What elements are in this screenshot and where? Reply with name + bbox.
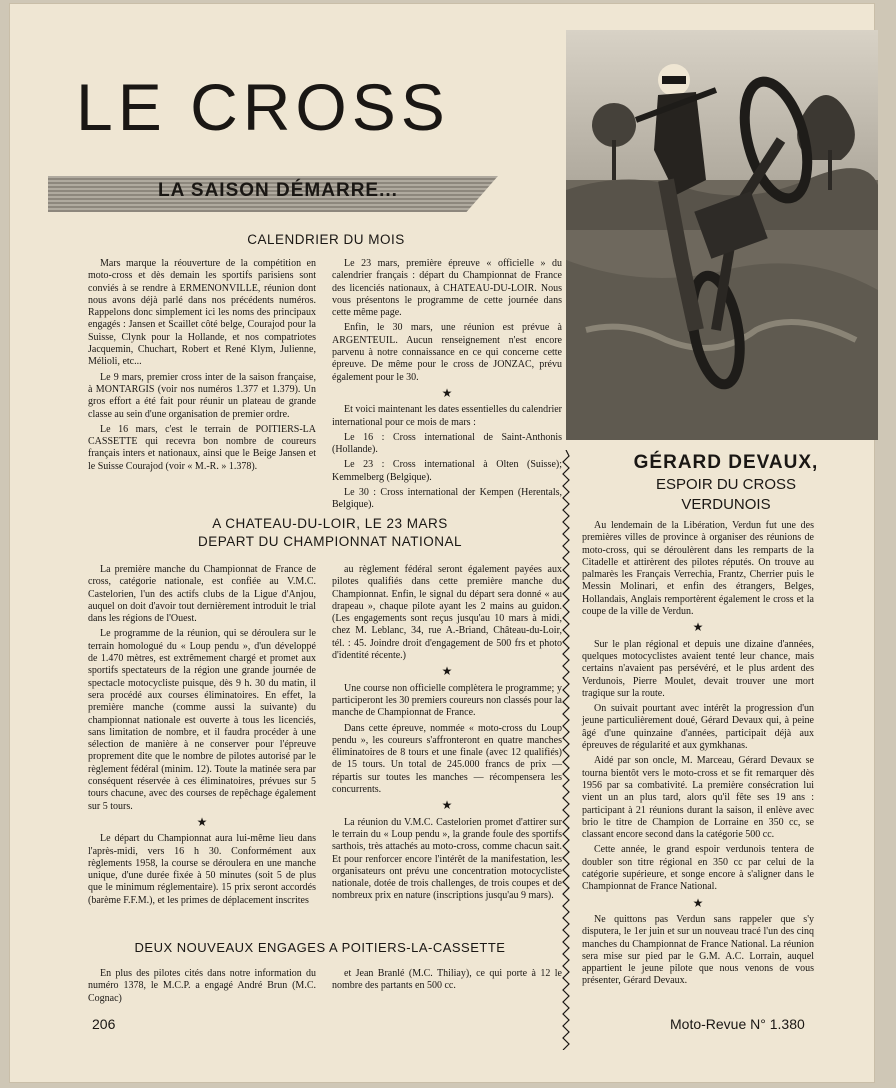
section-heading-poitiers: DEUX NOUVEAUX ENGAGES A POITIERS-LA-CASSETTE [134, 940, 506, 955]
paragraph: Le 16 mars, c'est le terrain de POITIERS-LA CASSETTE qui recevra bon nombre de coureurs français inters et nationaux, ainsi que le Beige Jansen et le Suisse Courajod (voir « M.-R. » 1.378). [88, 423, 316, 472]
paragraph: Aidé par son oncle, M. Marceau, Gérard Devaux se tourna bientôt vers le moto-cross et se fit remarquer dès 1956 par sa combativité. La première consécration lui vient un an plus tard, alors qu'il fête ses 19 ans : participant à 21 réunions durant la saison, il enlève avec brio le titre de Champion de Lorraine en 350 cc, se classant encore second dans la catégorie 500 cc. [582, 755, 814, 841]
paragraph: au règlement fédéral seront également payées aux pilotes qualifiés dans cette première manche du Championnat. Enfin, le signal du départ sera donné « au drapeau », chaque pilote ayant les 2 mains au guidon. (Les engagements sont reçus jusqu'au 10 mars à midi, chez M. Leblanc, 34, rue A.-Briand, Château-du-Loir, tél. : 45. Joindre droit d'engagement de 500 frs et photo d'identité récente.) [332, 564, 562, 662]
star-separator: ★ [692, 620, 704, 635]
chateau-column-2 [332, 564, 562, 906]
section-heading-chateau-line2: DEPART DU CHAMPIONNAT NATIONAL [197, 534, 463, 549]
paragraph: Le 23 mars, première épreuve « officielle » du calendrier français : départ du Championnat de France des licenciés nationaux, à CHATEAU-DU-LOIR. Nous vous présentons le programme de cette journée dans cette même page. [332, 258, 562, 319]
paragraph: Le programme de la réunion, qui se déroulera sur le terrain homologué du « Loup pendu », d'un développé de 1.470 mètres, est extrêmement chargé et promet aux sportifs spectateurs de la région une grande journée de spectacle motocycliste puisque, dès 9 h. 30 du matin, il sera procédé aux courses éliminatoires. En effet, la première manche (comme aussi la suivante) du championnat nationale est ouverte à tous les licenciés, sans limitation de nombre, et il faudra procéder à une sélection de manière à ne conserver pour l'épreuve proprement dite que le nombre de pilotes autorisé par le règlement fédéral (minim. 12). Toute la matinée sera par conséquent réservée à ces éliminatoires, prévues sur 5 tours chacune, avec des courses de repêchage également sur 5 tours. [88, 628, 316, 812]
magazine-page [10, 4, 874, 1082]
paragraph: Le 30 : Cross international der Kempen (Herentals, Belgique). [332, 487, 562, 511]
paragraph: La première manche du Championnat de France de cross, catégorie nationale, est confiée au V.M.C. Castelorien, l'un des actifs clubs de la Ligue d'Anjou, auquel on doit d'avoir tout dernièrement introduit le trial dans les régions de l'Ouest. [88, 564, 316, 625]
paragraph: La réunion du V.M.C. Castelorien promet d'attirer sur le terrain du « Loup pendu », la grande foule des sportifs sarthois, très attachés au moto-cross, comme chacun sait. Et pour renforcer encore l'intérêt de la manifestation, les organisateurs ont prévu une concentration motocycliste nationale, dotée de trois challenges, de trois coupes et de nombreux prix en nature (inscriptions jusqu'au 9 mars). [332, 816, 562, 902]
sidebar-title: GÉRARD DEVAUX, [633, 452, 819, 473]
section-heading-calendar: CALENDRIER DU MOIS [247, 232, 405, 247]
paragraph: Cette année, le grand espoir verdunois tentera de doubler son titre régional en 350 cc par celui de la catégorie supérieure, et songe encore à s'aligner dans le Championnat de France National. [582, 844, 814, 893]
star-separator: ★ [441, 798, 453, 813]
paragraph: Sur le plan régional et depuis une dizaine d'années, quelques motocyclistes avaient tenté leur chance, mais certains n'avaient pas persévéré, et le plus ardent des Verdunois, Pierre Moulet, devait trouver une mort tragique sur la route. [582, 638, 814, 699]
star-separator: ★ [692, 895, 704, 910]
paragraph: On suivait pourtant avec intérêt la progression d'un jeune particulièrement doué, Gérard Devaux qui, à peine âgé d'une quinzaine d'années, participait déjà aux épreuves de régularité et aux gymkhanas. [582, 703, 814, 752]
poitiers-column-2 [332, 968, 562, 996]
paragraph: Et voici maintenant les dates essentielles du calendrier international pour ce mois de mars : [332, 404, 562, 428]
sidebar-subtitle-line2: VERDUNOIS [681, 496, 771, 513]
paragraph: Enfin, le 30 mars, une réunion est prévue à ARGENTEUIL. Aucun renseignement n'est encore parvenu à notre connaissance en ce qui concerne cette épreuve. De même pour le cross de JONZAC, prévu également pour le 30. [332, 322, 562, 383]
sidebar-subtitle-line1: ESPOIR DU CROSS [655, 476, 797, 493]
paragraph: Une course non officielle complètera le programme; y participeront les 30 premiers coureurs non classés pour la manche de Championnat de France. [332, 682, 562, 719]
paragraph: Mars marque la réouverture de la compétition en moto-cross et dès demain les sportifs parisiens sont conviés à se rendre à ERMENONVILLE, réunion dont nous avons déjà parlé dans nos précédents numéros. Rappelons donc simplement ici les noms des principaux engagés : Jansen et Scaillet côté belge, Courajod pour la Suisse, Clynk pour la Hollande, et nos compatriotes Jacquemin, Chuchart, Robert et René Klym, Julienne, Mélioli, etc... [88, 258, 316, 368]
star-separator: ★ [441, 385, 453, 400]
sidebar-zigzag-border [562, 450, 570, 1050]
sidebar-heading [576, 452, 876, 514]
paragraph: et Jean Branlé (M.C. Thiliay), ce qui porte à 12 le nombre des partants en 500 cc. [332, 968, 562, 992]
paragraph: Au lendemain de la Libération, Verdun fut une des premières villes de province à organiser des réunions de moto-cross, qui se déroulèrent dans les remparts de la Citadelle et attirèrent des pilotes réputés. On trouve au palmarès les Français Verrechia, Frantz, Cherrier puis le Messin Molinari, et enfin des étrangers, Belges, Hollandais, Anglais remportèrent également le cross et la coupe de la ville de Verdun. [582, 520, 814, 618]
calendar-column-1 [88, 258, 316, 476]
motocross-photo [566, 30, 878, 440]
paragraph: Dans cette épreuve, nommée « moto-cross du Loup pendu », les coureurs s'affronteront en quatre manches éliminatoires de 8 tours et une finale (avec 12 qualifiés) de 15 tours. Un total de 245.000 francs de prix — répartis sur toutes les manches — récompensera les concurrents. [332, 722, 562, 796]
article-title: LE CROSS [76, 70, 450, 144]
poitiers-column-1 [88, 968, 316, 1008]
paragraph: Le 16 : Cross international de Saint-Anthonis (Hollande). [332, 431, 562, 456]
star-separator: ★ [196, 814, 208, 829]
paragraph: Le 9 mars, premier cross inter de la saison française, à MONTARGIS (voir nos numéros 1.377 et 1.379). Un gros effort a été fait pour réunir un plateau de grande classe au sein d'une organisation de premier ordre. [88, 371, 316, 420]
article-subtitle: LA SAISON DÉMARRE... [158, 180, 398, 201]
paragraph: Ne quittons pas Verdun sans rappeler que s'y disputera, le 1er juin et sur un nouveau tracé l'un des cinq manches du Championnat de France National. La réunion sera mise sur pied par le G.M. A.C. Lorrain, auquel appartient le jeune pilote que nous venons de vous présenter, Gérard Devaux. [582, 913, 814, 987]
paragraph: Le départ du Championnat aura lui-même lieu dans l'après-midi, vers 16 h 30. Conformément aux règlements 1958, la course se déroulera en une manche unique, d'une durée fixée à 50 minutes (soit 5 de plus que le minimum réglementaire). 15 prix seront accordés (barème F.F.M.), et les primes de déplacement inscrites [88, 833, 316, 906]
star-separator: ★ [441, 664, 453, 679]
chateau-column-1 [88, 564, 316, 910]
magazine-issue: Moto-Revue N° 1.380 [670, 1016, 805, 1032]
page-number: 206 [92, 1016, 116, 1032]
sidebar-body [582, 520, 814, 991]
paragraph: En plus des pilotes cités dans notre information du numéro 1378, le M.C.P. a engagé André Brun (M.C. Cognac) [88, 968, 316, 1004]
calendar-column-2 [332, 258, 562, 515]
paragraph: Le 23 : Cross international à Olten (Suisse); Kemmelberg (Belgique). [332, 459, 562, 483]
section-heading-chateau-line1: A CHATEAU-DU-LOIR, LE 23 MARS [212, 516, 448, 531]
